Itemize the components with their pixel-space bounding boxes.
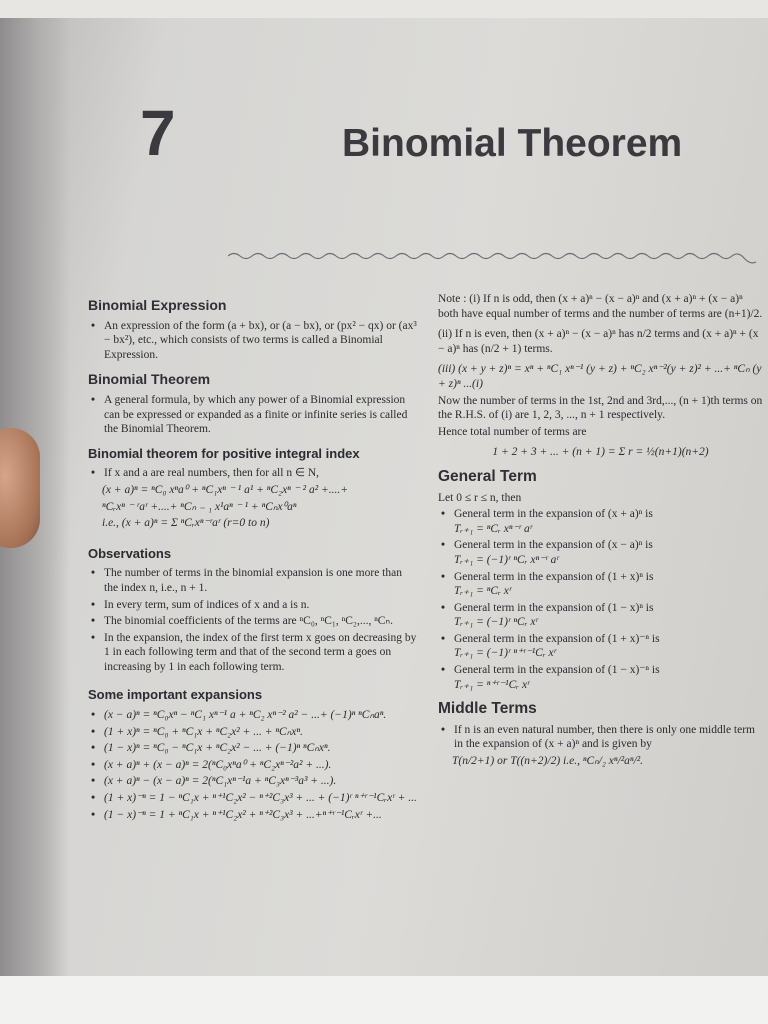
general-term-formula: Tᵣ₊₁ = (−1)ʳ ⁿCᵣ xⁿ⁻ʳ aʳ — [454, 553, 559, 566]
thumb — [0, 428, 40, 548]
formula-line: (x + a)ⁿ = ⁿC₀ xⁿa⁰ + ⁿC₁xⁿ ⁻ ¹ a¹ + ⁿC₂xⁿ ⁻ ² a² +....+ — [102, 483, 349, 496]
observation-item: • The binomial coefficients of the terms are ⁿC₀, ⁿC₁, ⁿC₂,..., ⁿCₙ. — [104, 614, 418, 629]
formula-summation: i.e., (x + a)ⁿ = Σ ⁿCᵣxⁿ⁻ʳaʳ (r=0 to n) — [102, 517, 270, 530]
general-term-item — [454, 538, 763, 567]
binomial-expression-section — [88, 298, 418, 362]
note-now: Now the number of terms in the 1st, 2nd and 3rd,..., (n + 1)th terms on the R.H.S. of (i) are 1, 2, 3, ..., n + 1 respectively. — [438, 394, 763, 422]
chapter-title: Binomial Theorem — [342, 122, 683, 165]
positive-index-section — [88, 447, 418, 531]
expansion-item: • (1 − x)⁻ⁿ = 1 + ⁿC₁x + ⁿ⁺¹C₂x² + ⁿ⁺²C₃x³ + ...+ⁿ⁺ʳ⁻¹Cᵣxʳ +... — [104, 808, 418, 823]
general-term-item — [454, 507, 763, 536]
section-heading: Middle Terms — [438, 700, 537, 718]
general-term-formula: Tᵣ₊₁ = (−1)ʳ ⁿCᵣ xʳ — [454, 616, 539, 629]
expansion-item: • (1 + x)ⁿ = ⁿC₀ + ⁿC₁x + ⁿC₂x² + ... + ⁿCₙxⁿ. — [104, 725, 418, 740]
expansion-item: • (x − a)ⁿ = ⁿC₀xⁿ − ⁿC₁ xⁿ⁻¹ a + ⁿC₂ xⁿ⁻² a² − ...+ (−1)ⁿ ⁿCₙaⁿ. — [104, 708, 418, 723]
binomial-theorem-section — [88, 372, 418, 436]
general-term-formula: Tᵣ₊₁ = ⁿ⁺ʳ⁻¹Cᵣ xʳ — [454, 678, 530, 691]
decorative-divider — [228, 250, 758, 264]
observation-item: • In the expansion, the index of the first term x goes on decreasing by 1 in each following term and that of the second term a goes on increasing by 1 in each following term. — [104, 631, 418, 675]
formula-line: ⁿCᵣxⁿ ⁻ ʳaʳ +....+ ⁿCₙ ₋ ₁ x¹aⁿ ⁻ ¹ + ⁿCₙx⁰aⁿ — [102, 500, 297, 513]
general-term-item — [454, 601, 763, 630]
expansion-item: • (1 + x)⁻ⁿ = 1 − ⁿC₁x + ⁿ⁺¹C₂x² − ⁿ⁺²C₃x³ + ... + (−1)ʳ ⁿ⁺ʳ⁻¹Cᵣxʳ + ... — [104, 791, 418, 806]
note-section — [438, 292, 763, 460]
general-term-text: General term in the expansion of (x + a)ⁿ is — [454, 508, 653, 521]
general-term-formula: Tᵣ₊₁ = ⁿCᵣ xʳ — [454, 585, 512, 598]
definition-text: • An expression of the form (a + bx), or (a − bx), or (px² − qx) or (ax³ − bx²), etc., which consists of two terms is called a Binomial Expression. — [104, 319, 418, 363]
general-term-text: General term in the expansion of (1 + x)ⁿ is — [454, 570, 654, 583]
section-heading: Some important expansions — [88, 687, 263, 703]
expansion-item: • (x + a)ⁿ + (x − a)ⁿ = 2(ⁿC₀xⁿa⁰ + ⁿC₂xⁿ⁻²a² + ...). — [104, 758, 418, 773]
sum-formula: 1 + 2 + 3 + ... + (n + 1) = Σ r = ½(n+1)(n+2) — [492, 446, 709, 459]
general-intro: Let 0 ≤ r ≤ n, then — [438, 491, 522, 504]
general-term-formula: Tᵣ₊₁ = (−1)ʳ ⁿ⁺ʳ⁻¹Cᵣ xʳ — [454, 647, 557, 660]
chapter-number: 7 — [140, 97, 176, 169]
note-hence: Hence total number of terms are — [438, 425, 587, 438]
section-heading: General Term — [438, 467, 537, 485]
general-term-section — [438, 467, 763, 692]
note-ii: (ii) If n is even, then (x + a)ⁿ − (x − a)ⁿ has n/2 terms and (x + a)ⁿ + (x − a)ⁿ has (n/2 + 1) terms. — [438, 328, 759, 355]
general-term-text: General term in the expansion of (1 − x)⁻ⁿ is — [454, 664, 660, 677]
section-heading: Binomial Expression — [88, 297, 227, 313]
middle-term-text: • If n is an even natural number, then there is only one middle term in the expansion of (x + a)ⁿ and is given by — [454, 723, 763, 752]
background-strip — [0, 976, 768, 1024]
note-i: Note : (i) If n is odd, then (x + a)ⁿ − (x − a)ⁿ and (x + a)ⁿ + (x − a)ⁿ both have equal number of terms and the number of terms are (n+1)/2. — [438, 293, 763, 320]
general-term-text: General term in the expansion of (1 + x)⁻ⁿ is — [454, 632, 660, 645]
observation-item: • In every term, sum of indices of x and a is n. — [104, 598, 418, 613]
section-heading: Binomial theorem for positive integral index — [88, 445, 360, 461]
general-term-item — [454, 663, 763, 692]
general-term-item — [454, 632, 763, 661]
statement-text: • If x and a are real numbers, then for all n ∈ N, — [104, 466, 418, 481]
book-page — [0, 18, 768, 976]
note-iii: (iii) (x + y + z)ⁿ = xⁿ + ⁿC₁ xⁿ⁻¹ (y + z) + ⁿC₂ xⁿ⁻²(y + z)² + ...+ ⁿCₙ (y + z)ⁿ ...(i) — [438, 363, 762, 390]
definition-text: • A general formula, by which any power of a Binomial expression can be expressed or expanded as a finite or infinite series is called the Binomial Theorem. — [104, 393, 418, 437]
section-heading: Binomial Theorem — [88, 371, 211, 388]
expansion-item: • (x + a)ⁿ − (x − a)ⁿ = 2(ⁿC₁xⁿ⁻¹a + ⁿC₃xⁿ⁻³a³ + ...). — [104, 774, 418, 789]
middle-terms-section — [438, 702, 763, 768]
general-term-item — [454, 570, 763, 599]
general-term-text: General term in the expansion of (1 − x)ⁿ is — [454, 601, 654, 614]
right-column — [438, 292, 763, 779]
expansions-section — [88, 688, 418, 822]
section-heading: Observations — [88, 545, 172, 561]
observations-section — [88, 547, 418, 675]
middle-term-formula: T(n/2+1) or T((n+2)/2) i.e., ⁿCₙ/₂ xⁿ/²aⁿ/². — [452, 755, 644, 768]
general-term-formula: Tᵣ₊₁ = ⁿCᵣ xⁿ⁻ʳ aʳ — [454, 522, 533, 535]
left-column — [88, 298, 418, 832]
expansion-item: • (1 − x)ⁿ = ⁿC₀ − ⁿC₁x + ⁿC₂x² − ... + (−1)ⁿ ⁿCₙxⁿ. — [104, 741, 418, 756]
general-term-text: General term in the expansion of (x − a)ⁿ is — [454, 539, 653, 552]
observation-item: • The number of terms in the binomial expansion is one more than the index n, i.e., n + 1. — [104, 566, 418, 595]
